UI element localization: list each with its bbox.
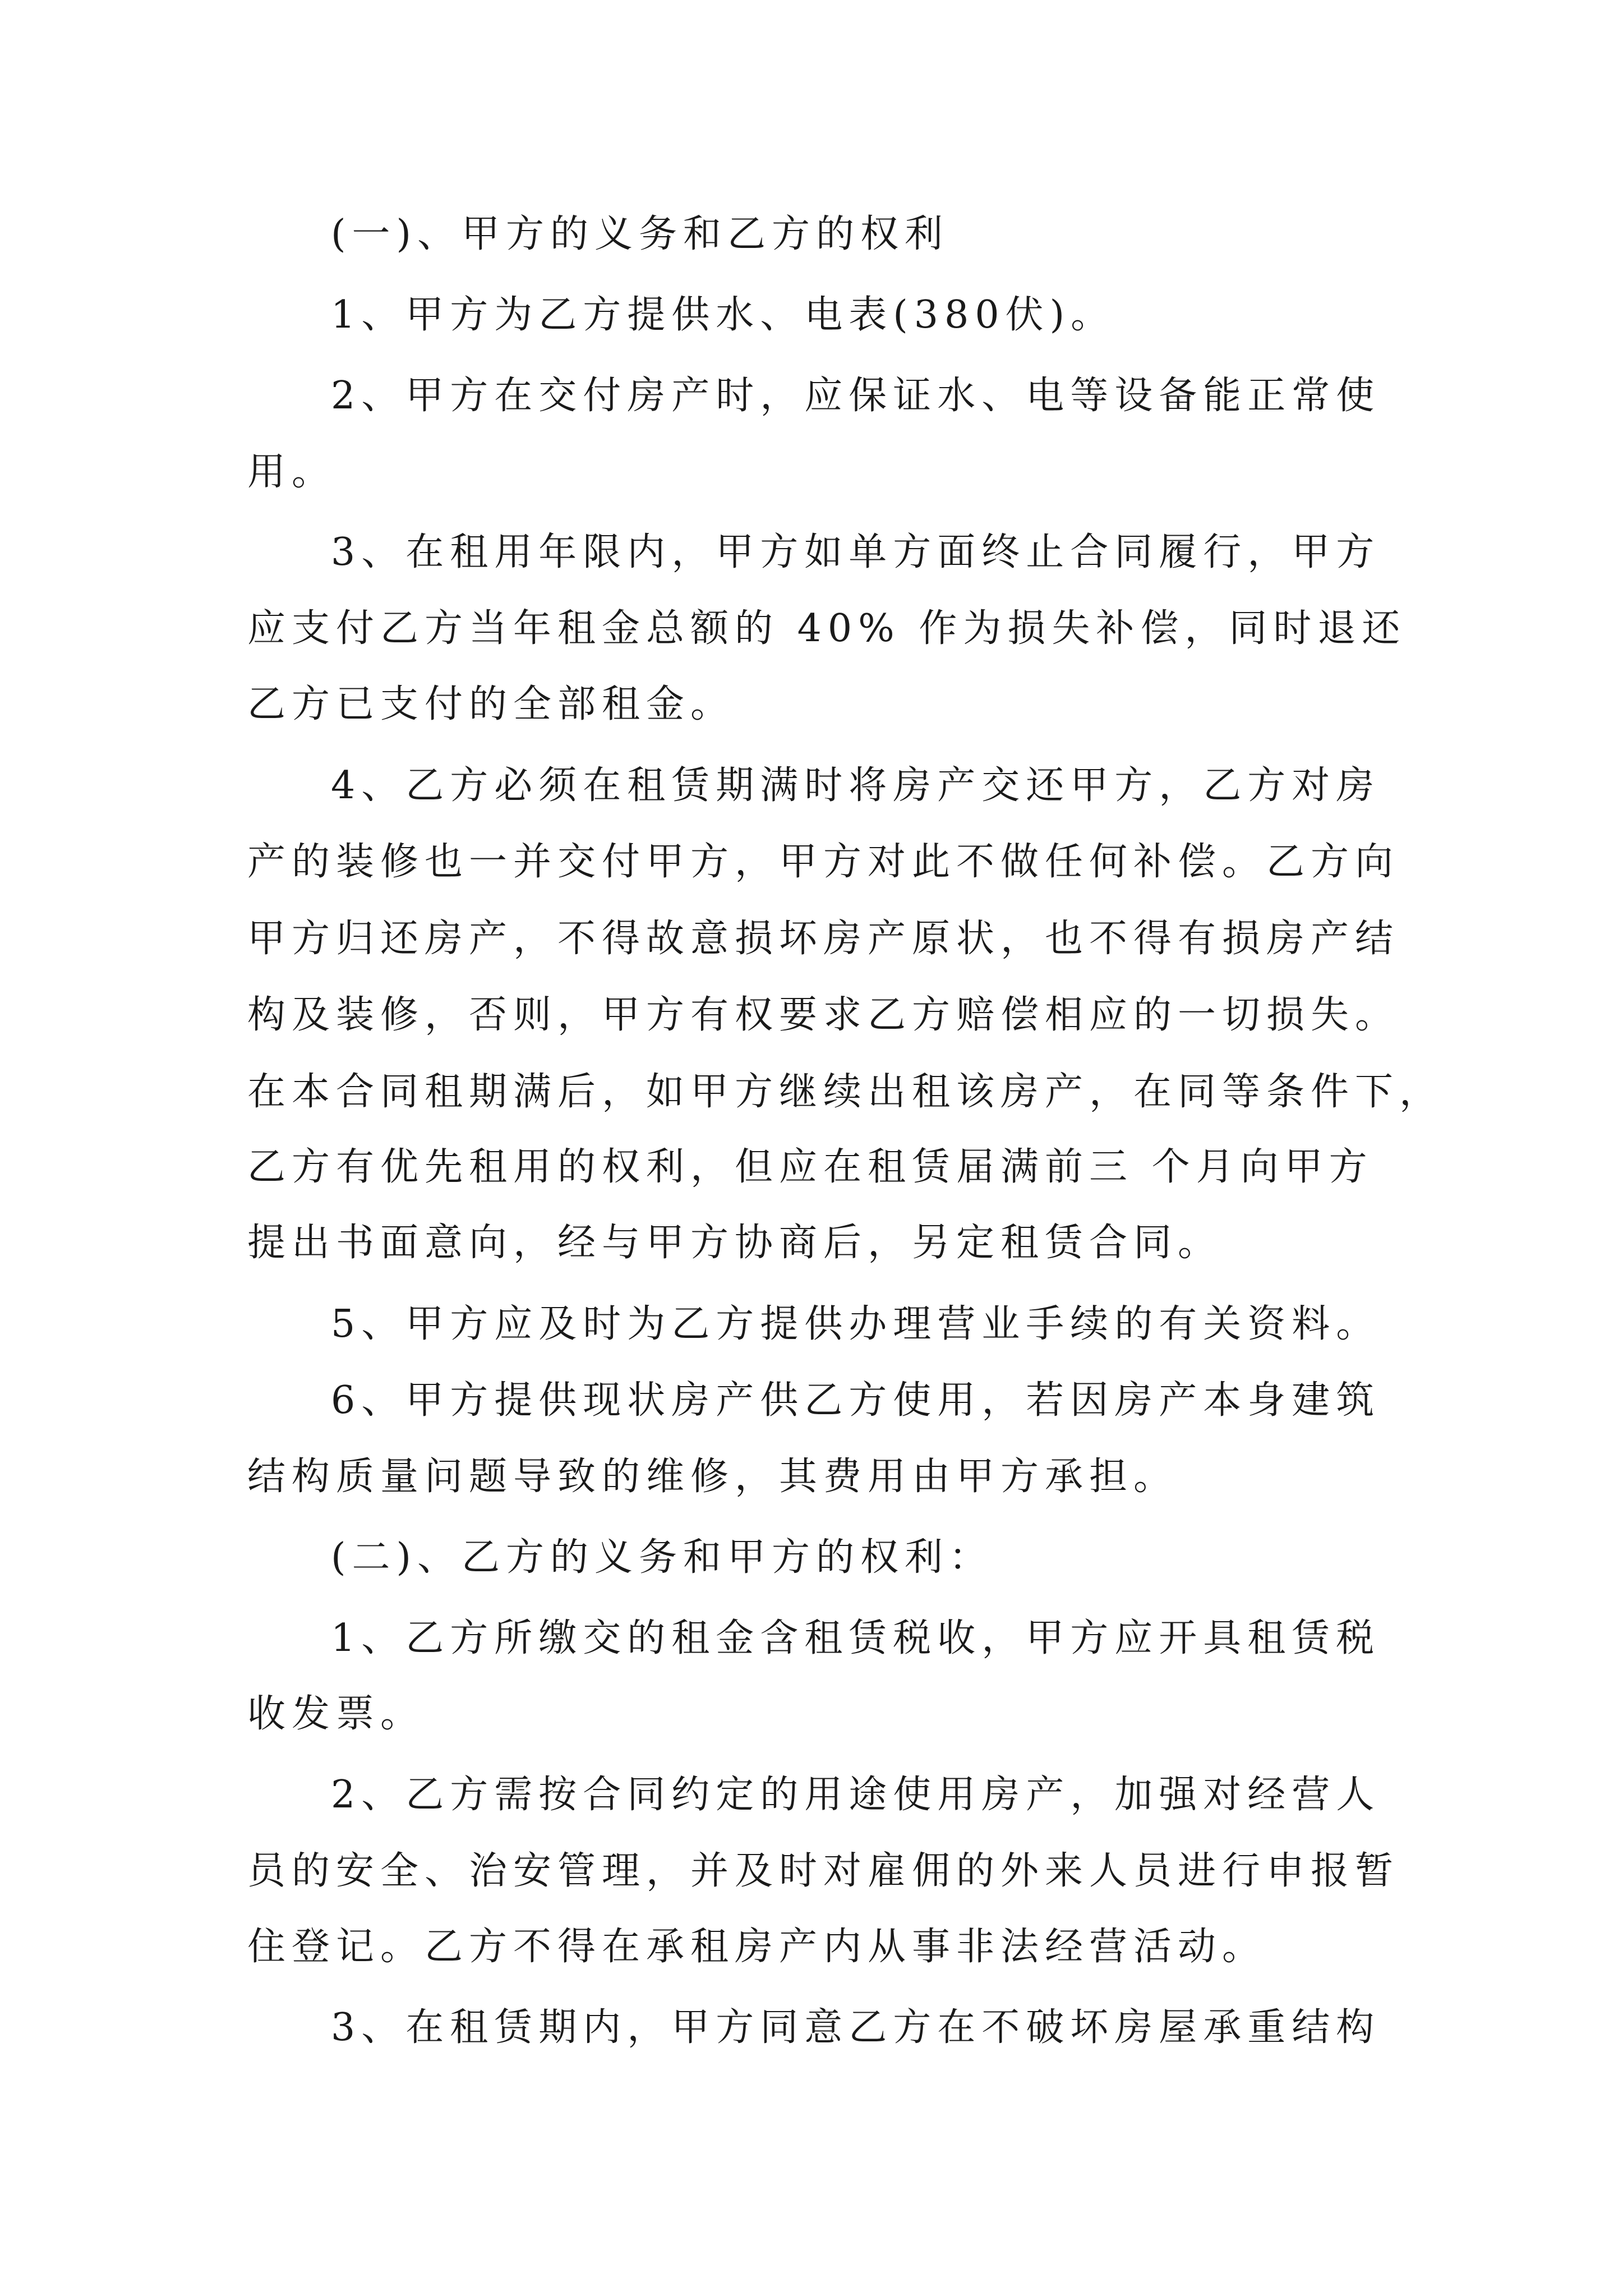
clause-1-6-line-2: 结构质量问题导致的维修，其费用由甲方承担。 bbox=[247, 1455, 1178, 1499]
clause-2-2-line-1: 2、乙方需按合同约定的用途使用房产，加强对经营人 bbox=[331, 1773, 1381, 1817]
section-heading-1: (一)、甲方的义务和乙方的权利 bbox=[331, 212, 949, 256]
clause-1-4-line-6: 乙方有优先租用的权利，但应在租赁届满前三 个月向甲方 bbox=[247, 1145, 1373, 1189]
clause-1-3-line-2: 应支付乙方当年租金总额的 40% 作为损失补偿，同时退还 bbox=[247, 606, 1407, 651]
clause-1-4-line-5: 在本合同租期满后，如甲方继续出租该房产，在同等条件下， bbox=[247, 1070, 1444, 1114]
clause-2-2-line-3: 住登记。乙方不得在承租房产内从事非法经营活动。 bbox=[247, 1925, 1267, 1969]
section-heading-2: (二)、乙方的义务和甲方的权利： bbox=[331, 1535, 994, 1580]
clause-2-2-line-2: 员的安全、治安管理，并及时对雇佣的外来人员进行申报暂 bbox=[247, 1849, 1400, 1893]
clause-1-4-line-3: 甲方归还房产，不得故意损坏房产原状，也不得有损房产结 bbox=[247, 917, 1400, 961]
clause-1-4-line-4: 构及装修，否则，甲方有权要求乙方赔偿相应的一切损失。 bbox=[247, 993, 1400, 1037]
clause-2-1-line-1: 1、乙方所缴交的租金含租赁税收，甲方应开具租赁税 bbox=[331, 1616, 1381, 1660]
clause-1-4-line-1: 4、乙方必须在租赁期满时将房产交还甲方，乙方对房 bbox=[331, 763, 1381, 808]
clause-2-1-line-2: 收发票。 bbox=[247, 1692, 425, 1736]
clause-1-6-line-1: 6、甲方提供现状房产供乙方使用，若因房产本身建筑 bbox=[331, 1378, 1381, 1423]
clause-2-3-line-1: 3、在租赁期内，甲方同意乙方在不破坏房屋承重结构 bbox=[331, 2005, 1381, 2050]
clause-1-2-line-2: 用。 bbox=[247, 450, 336, 494]
clause-1-4-line-7: 提出书面意向，经与甲方协商后，另定租赁合同。 bbox=[247, 1221, 1223, 1265]
clause-1-3-line-1: 3、在租用年限内，甲方如单方面终止合同履行，甲方 bbox=[331, 530, 1381, 574]
clause-1-3-line-3: 乙方已支付的全部租金。 bbox=[247, 682, 735, 726]
clause-1-5: 5、甲方应及时为乙方提供办理营业手续的有关资料。 bbox=[331, 1302, 1381, 1346]
clause-1-1: 1、甲方为乙方提供水、电表(380伏)。 bbox=[331, 293, 1115, 337]
clause-1-4-line-2: 产的装修也一并交付甲方，甲方对此不做任何补偿。乙方向 bbox=[247, 840, 1400, 884]
clause-1-2-line-1: 2、甲方在交付房产时，应保证水、电等设备能正常使 bbox=[331, 374, 1381, 418]
